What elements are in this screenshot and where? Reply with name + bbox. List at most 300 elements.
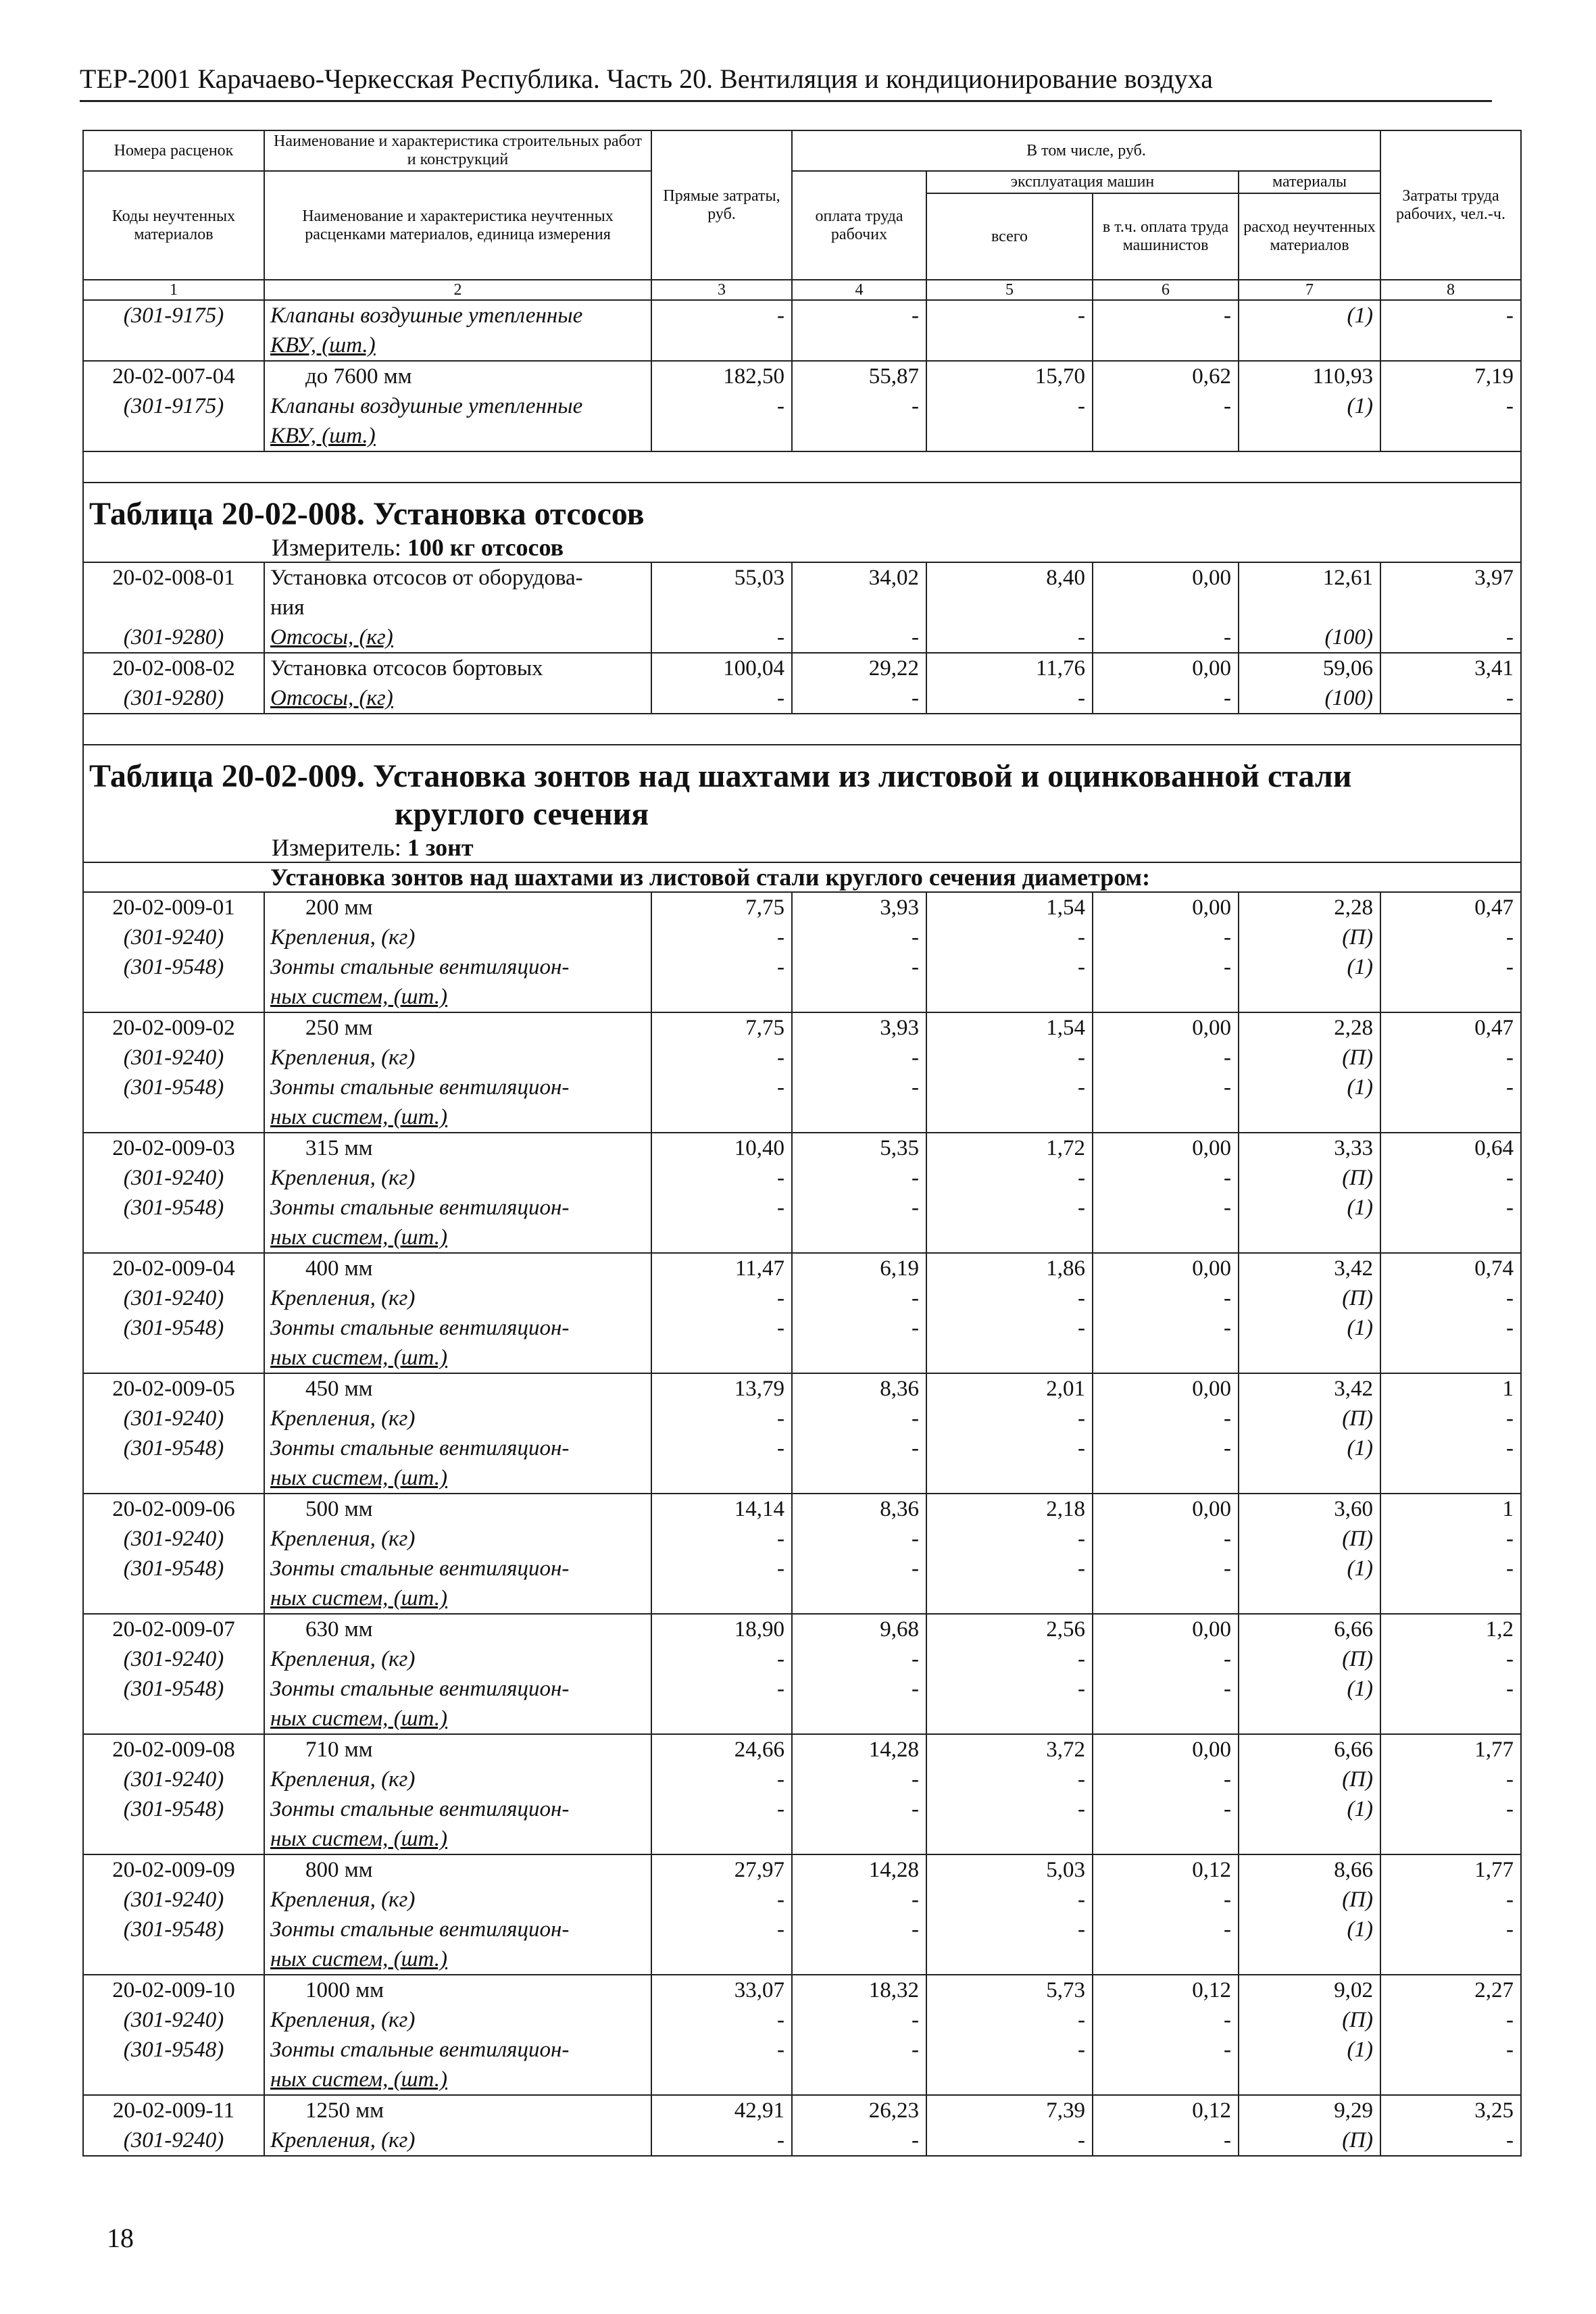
- table-009-title-cont: круглого сечения: [83, 795, 1521, 833]
- material-consumption-cell: (1): [1239, 1073, 1380, 1102]
- table-row: [83, 1583, 1521, 1614]
- header-work-name: Наименование и характеристика строительных работ и конструкций: [264, 130, 651, 171]
- rate-code-cell: (301-9548): [83, 1554, 264, 1583]
- work-name-cell: Отсосы, (кг): [264, 683, 651, 714]
- rate-code-cell: [83, 1704, 264, 1734]
- direct-costs-cell: [651, 1343, 792, 1373]
- machinist-wages-cell: -: [1093, 1885, 1239, 1915]
- machine-total-cell: [926, 1944, 1093, 1975]
- direct-costs-cell: 182,50: [651, 361, 792, 391]
- labor-costs-cell: -: [1380, 1043, 1521, 1073]
- work-name-cell: Клапаны воздушные утепленные: [264, 300, 651, 330]
- machine-total-cell: 1,54: [926, 1012, 1093, 1043]
- material-consumption-cell: 2,28: [1239, 892, 1380, 922]
- rate-code-cell: 20-02-009-04: [83, 1253, 264, 1283]
- worker-wages-cell: -: [792, 1073, 926, 1102]
- material-consumption-cell: (1): [1239, 1915, 1380, 1944]
- table-row: [83, 1885, 1521, 1915]
- material-consumption-cell: 3,42: [1239, 1253, 1380, 1283]
- direct-costs-cell: -: [651, 300, 792, 330]
- worker-wages-cell: 34,02: [792, 562, 926, 593]
- table-row: [83, 1404, 1521, 1433]
- direct-costs-cell: 100,04: [651, 653, 792, 683]
- machinist-wages-cell: 0,62: [1093, 361, 1239, 391]
- table-row: [83, 1915, 1521, 1944]
- work-name-cell: ных систем, (шт.): [264, 1824, 651, 1854]
- work-name-cell: 1250 мм: [264, 2095, 651, 2125]
- machinist-wages-cell: -: [1093, 683, 1239, 714]
- material-consumption-cell: [1239, 593, 1380, 622]
- worker-wages-cell: 26,23: [792, 2095, 926, 2125]
- machine-total-cell: -: [926, 622, 1093, 653]
- direct-costs-cell: [651, 1824, 792, 1854]
- worker-wages-cell: [792, 1223, 926, 1253]
- work-name-cell: 630 мм: [264, 1614, 651, 1644]
- rate-code-cell: [83, 982, 264, 1012]
- machine-total-cell: -: [926, 1524, 1093, 1554]
- machine-total-cell: -: [926, 1433, 1093, 1463]
- machine-total-cell: [926, 2065, 1093, 2095]
- measure-cell: [83, 833, 1521, 862]
- table-row: [83, 1614, 1521, 1644]
- column-number: 6: [1093, 280, 1239, 300]
- machinist-wages-cell: [1093, 1704, 1239, 1734]
- work-name-cell: Установка отсосов бортовых: [264, 653, 651, 683]
- material-consumption-cell: (1): [1239, 952, 1380, 982]
- machine-total-cell: 7,39: [926, 2095, 1093, 2125]
- machine-total-cell: -: [926, 1404, 1093, 1433]
- worker-wages-cell: -: [792, 1193, 926, 1223]
- material-consumption-cell: [1239, 2065, 1380, 2095]
- labor-costs-cell: -: [1380, 2125, 1521, 2156]
- rate-code-cell: 20-02-007-04: [83, 361, 264, 391]
- machine-total-cell: [926, 1223, 1093, 1253]
- machinist-wages-cell: -: [1093, 1283, 1239, 1313]
- direct-costs-cell: [651, 982, 792, 1012]
- measure-row: [83, 833, 1521, 862]
- machinist-wages-cell: -: [1093, 1073, 1239, 1102]
- direct-costs-cell: [651, 1463, 792, 1494]
- direct-costs-cell: -: [651, 1404, 792, 1433]
- rate-code-cell: (301-9240): [83, 1524, 264, 1554]
- machinist-wages-cell: 0,00: [1093, 1734, 1239, 1765]
- material-consumption-cell: (П): [1239, 1043, 1380, 1073]
- machine-total-cell: 2,01: [926, 1373, 1093, 1404]
- material-consumption-cell: 3,33: [1239, 1133, 1380, 1163]
- material-consumption-cell: 12,61: [1239, 562, 1380, 593]
- direct-costs-cell: [651, 1704, 792, 1734]
- machinist-wages-cell: -: [1093, 1433, 1239, 1463]
- machinist-wages-cell: 0,00: [1093, 1614, 1239, 1644]
- worker-wages-cell: -: [792, 622, 926, 653]
- machinist-wages-cell: 0,00: [1093, 892, 1239, 922]
- labor-costs-cell: 0,47: [1380, 1012, 1521, 1043]
- worker-wages-cell: -: [792, 1163, 926, 1193]
- labor-costs-cell: [1380, 1704, 1521, 1734]
- worker-wages-cell: -: [792, 1674, 926, 1704]
- machine-total-cell: -: [926, 300, 1093, 330]
- worker-wages-cell: -: [792, 1313, 926, 1343]
- worker-wages-cell: 55,87: [792, 361, 926, 391]
- machine-total-cell: [926, 1824, 1093, 1854]
- table-row: [83, 1524, 1521, 1554]
- machine-total-cell: -: [926, 1794, 1093, 1824]
- machinist-wages-cell: 0,00: [1093, 1133, 1239, 1163]
- machine-total-cell: 1,54: [926, 892, 1093, 922]
- work-name-cell: Крепления, (кг): [264, 922, 651, 952]
- direct-costs-cell: -: [651, 1043, 792, 1073]
- work-name-cell: 500 мм: [264, 1494, 651, 1524]
- measure-label: Измеритель:: [272, 834, 401, 861]
- labor-costs-cell: [1380, 1223, 1521, 1253]
- machinist-wages-cell: 0,00: [1093, 653, 1239, 683]
- header-labor-costs: Затраты труда рабочих, чел.-ч.: [1380, 130, 1521, 280]
- rate-code-cell: 20-02-009-09: [83, 1854, 264, 1885]
- labor-costs-cell: -: [1380, 391, 1521, 421]
- rate-code-cell: [83, 421, 264, 451]
- labor-costs-cell: 1,2: [1380, 1614, 1521, 1644]
- worker-wages-cell: -: [792, 300, 926, 330]
- labor-costs-cell: [1380, 1583, 1521, 1614]
- machine-total-cell: -: [926, 1554, 1093, 1583]
- spacer-row: [83, 714, 1521, 745]
- material-consumption-cell: 9,29: [1239, 2095, 1380, 2125]
- machinist-wages-cell: [1093, 1944, 1239, 1975]
- table-row: [83, 1674, 1521, 1704]
- table-row: [83, 1494, 1521, 1524]
- machine-total-cell: -: [926, 1313, 1093, 1343]
- table-row: [83, 892, 1521, 922]
- direct-costs-cell: [651, 421, 792, 451]
- labor-costs-cell: [1380, 1463, 1521, 1494]
- labor-costs-cell: 3,25: [1380, 2095, 1521, 2125]
- rate-code-cell: (301-9548): [83, 1193, 264, 1223]
- material-consumption-cell: 3,60: [1239, 1494, 1380, 1524]
- column-number: 1: [83, 280, 264, 300]
- machine-total-cell: -: [926, 683, 1093, 714]
- machinist-wages-cell: -: [1093, 622, 1239, 653]
- direct-costs-cell: 33,07: [651, 1975, 792, 2005]
- work-name-cell: 250 мм: [264, 1012, 651, 1043]
- header-material-codes: Коды неучтенных материалов: [83, 171, 264, 280]
- machine-total-cell: [926, 1102, 1093, 1133]
- machinist-wages-cell: -: [1093, 1765, 1239, 1794]
- machinist-wages-cell: -: [1093, 1193, 1239, 1223]
- rate-code-cell: (301-9240): [83, 2125, 264, 2156]
- labor-costs-cell: 1: [1380, 1494, 1521, 1524]
- section-title-row: [83, 745, 1521, 795]
- column-number: 4: [792, 280, 926, 300]
- direct-costs-cell: -: [651, 922, 792, 952]
- machine-total-cell: [926, 330, 1093, 361]
- machine-total-cell: -: [926, 1163, 1093, 1193]
- direct-costs-cell: 55,03: [651, 562, 792, 593]
- machinist-wages-cell: [1093, 1343, 1239, 1373]
- header-material-consumption: расход неучтенных материалов: [1239, 193, 1380, 280]
- labor-costs-cell: -: [1380, 1644, 1521, 1674]
- worker-wages-cell: 6,19: [792, 1253, 926, 1283]
- rate-code-cell: 20-02-009-02: [83, 1012, 264, 1043]
- table-row: [83, 562, 1521, 593]
- work-name-cell: 400 мм: [264, 1253, 651, 1283]
- rate-code-cell: [83, 1824, 264, 1854]
- direct-costs-cell: 24,66: [651, 1734, 792, 1765]
- labor-costs-cell: 7,19: [1380, 361, 1521, 391]
- labor-costs-cell: [1380, 330, 1521, 361]
- work-name-cell: Зонты стальные вентиляцион-: [264, 1073, 651, 1102]
- material-consumption-cell: (1): [1239, 391, 1380, 421]
- work-name-cell: Клапаны воздушные утепленные: [264, 391, 651, 421]
- work-name-cell: Крепления, (кг): [264, 1644, 651, 1674]
- table-row: [83, 622, 1521, 653]
- table-row: [83, 1794, 1521, 1824]
- direct-costs-cell: -: [651, 2005, 792, 2035]
- material-consumption-cell: [1239, 1944, 1380, 1975]
- work-name-cell: КВУ, (шт.): [264, 330, 651, 361]
- labor-costs-cell: -: [1380, 683, 1521, 714]
- machinist-wages-cell: -: [1093, 1313, 1239, 1343]
- direct-costs-cell: [651, 1223, 792, 1253]
- worker-wages-cell: [792, 1824, 926, 1854]
- labor-costs-cell: [1380, 2065, 1521, 2095]
- direct-costs-cell: [651, 2065, 792, 2095]
- direct-costs-cell: -: [651, 1554, 792, 1583]
- rate-code-cell: [83, 1944, 264, 1975]
- worker-wages-cell: -: [792, 2125, 926, 2156]
- material-consumption-cell: [1239, 1463, 1380, 1494]
- machinist-wages-cell: -: [1093, 1644, 1239, 1674]
- direct-costs-cell: -: [651, 1433, 792, 1463]
- machinist-wages-cell: -: [1093, 1554, 1239, 1583]
- table-009-title: Таблица 20-02-009. Установка зонтов над шахтами из листовой и оцинкованной стали: [83, 745, 1521, 795]
- work-name-cell: Крепления, (кг): [264, 1885, 651, 1915]
- machinist-wages-cell: 0,12: [1093, 1854, 1239, 1885]
- work-name-cell: ных систем, (шт.): [264, 1102, 651, 1133]
- work-name-cell: Крепления, (кг): [264, 2125, 651, 2156]
- worker-wages-cell: -: [792, 683, 926, 714]
- table-row: [83, 1644, 1521, 1674]
- material-consumption-cell: (1): [1239, 1433, 1380, 1463]
- worker-wages-cell: [792, 593, 926, 622]
- machine-total-cell: -: [926, 922, 1093, 952]
- work-name-cell: ных систем, (шт.): [264, 1704, 651, 1734]
- header-row-1: [83, 130, 1521, 171]
- machinist-wages-cell: -: [1093, 2035, 1239, 2065]
- rate-code-cell: 20-02-009-03: [83, 1133, 264, 1163]
- material-consumption-cell: (1): [1239, 2035, 1380, 2065]
- direct-costs-cell: -: [651, 1313, 792, 1343]
- machinist-wages-cell: -: [1093, 391, 1239, 421]
- material-consumption-cell: (П): [1239, 1765, 1380, 1794]
- table-row: [83, 952, 1521, 982]
- direct-costs-cell: -: [651, 2125, 792, 2156]
- worker-wages-cell: [792, 421, 926, 451]
- material-consumption-cell: 110,93: [1239, 361, 1380, 391]
- labor-costs-cell: [1380, 1944, 1521, 1975]
- labor-costs-cell: -: [1380, 922, 1521, 952]
- header-material-name: Наименование и характеристика неучтенных расценками материалов, единица измерения: [264, 171, 651, 280]
- table-row: [83, 1433, 1521, 1463]
- material-consumption-cell: (1): [1239, 1193, 1380, 1223]
- measure-row: [83, 533, 1521, 562]
- table-row: [83, 1854, 1521, 1885]
- labor-costs-cell: [1380, 1102, 1521, 1133]
- material-consumption-cell: (1): [1239, 1554, 1380, 1583]
- rate-code-cell: (301-9240): [83, 922, 264, 952]
- machine-total-cell: 2,18: [926, 1494, 1093, 1524]
- rate-code-cell: [83, 1343, 264, 1373]
- column-number: 2: [264, 280, 651, 300]
- measure-label: Измеритель:: [272, 534, 401, 561]
- rate-code-cell: (301-9240): [83, 1644, 264, 1674]
- work-name-cell: Крепления, (кг): [264, 1283, 651, 1313]
- rate-code-cell: (301-9548): [83, 952, 264, 982]
- header-direct-costs: Прямые затраты, руб.: [651, 130, 792, 280]
- direct-costs-cell: -: [651, 1283, 792, 1313]
- machine-total-cell: [926, 1704, 1093, 1734]
- work-name-cell: 800 мм: [264, 1854, 651, 1885]
- rate-code-cell: (301-9280): [83, 622, 264, 653]
- table-row: [83, 1012, 1521, 1043]
- material-consumption-cell: [1239, 330, 1380, 361]
- machinist-wages-cell: [1093, 1102, 1239, 1133]
- direct-costs-cell: 7,75: [651, 1012, 792, 1043]
- labor-costs-cell: 3,97: [1380, 562, 1521, 593]
- direct-costs-cell: [651, 1583, 792, 1614]
- work-name-cell: Зонты стальные вентиляцион-: [264, 1554, 651, 1583]
- table-row: [83, 1043, 1521, 1073]
- machine-total-cell: -: [926, 2035, 1093, 2065]
- machine-total-cell: 8,40: [926, 562, 1093, 593]
- section-title-row: [83, 483, 1521, 533]
- worker-wages-cell: 3,93: [792, 892, 926, 922]
- worker-wages-cell: -: [792, 1524, 926, 1554]
- worker-wages-cell: [792, 982, 926, 1012]
- worker-wages-cell: 14,28: [792, 1734, 926, 1765]
- work-name-cell: ных систем, (шт.): [264, 1343, 651, 1373]
- machinist-wages-cell: -: [1093, 300, 1239, 330]
- measure-value: 100 кг отсосов: [407, 534, 564, 561]
- direct-costs-cell: -: [651, 1915, 792, 1944]
- machinist-wages-cell: -: [1093, 952, 1239, 982]
- machinist-wages-cell: 0,00: [1093, 1253, 1239, 1283]
- work-name-cell: ных систем, (шт.): [264, 1583, 651, 1614]
- rate-code-cell: (301-9548): [83, 1674, 264, 1704]
- material-consumption-cell: (П): [1239, 922, 1380, 952]
- material-consumption-cell: 3,42: [1239, 1373, 1380, 1404]
- table-row: [83, 1102, 1521, 1133]
- work-name-cell: Крепления, (кг): [264, 1765, 651, 1794]
- worker-wages-cell: [792, 1343, 926, 1373]
- material-consumption-cell: (100): [1239, 683, 1380, 714]
- machine-total-cell: -: [926, 1915, 1093, 1944]
- work-name-cell: Крепления, (кг): [264, 1524, 651, 1554]
- work-name-cell: Крепления, (кг): [264, 1404, 651, 1433]
- work-name-cell: ных систем, (шт.): [264, 1223, 651, 1253]
- material-consumption-cell: (П): [1239, 1404, 1380, 1433]
- rate-code-cell: 20-02-009-07: [83, 1614, 264, 1644]
- rate-code-cell: (301-9548): [83, 2035, 264, 2065]
- work-name-cell: 1000 мм: [264, 1975, 651, 2005]
- column-numbers-row: [83, 280, 1521, 300]
- table-row: [83, 1734, 1521, 1765]
- material-consumption-cell: [1239, 1824, 1380, 1854]
- machinist-wages-cell: 0,00: [1093, 562, 1239, 593]
- work-name-cell: Крепления, (кг): [264, 1163, 651, 1193]
- worker-wages-cell: 8,36: [792, 1494, 926, 1524]
- labor-costs-cell: -: [1380, 1524, 1521, 1554]
- page-number: 18: [107, 2223, 134, 2253]
- work-name-cell: Установка отсосов от оборудова-: [264, 562, 651, 593]
- direct-costs-cell: 27,97: [651, 1854, 792, 1885]
- work-name-cell: 450 мм: [264, 1373, 651, 1404]
- material-consumption-cell: 6,66: [1239, 1614, 1380, 1644]
- worker-wages-cell: -: [792, 1794, 926, 1824]
- worker-wages-cell: [792, 1102, 926, 1133]
- material-consumption-cell: 6,66: [1239, 1734, 1380, 1765]
- direct-costs-cell: 7,75: [651, 892, 792, 922]
- rate-code-cell: [83, 1102, 264, 1133]
- rate-code-cell: [83, 330, 264, 361]
- machinist-wages-cell: [1093, 2065, 1239, 2095]
- labor-costs-cell: -: [1380, 1404, 1521, 1433]
- labor-costs-cell: -: [1380, 1163, 1521, 1193]
- worker-wages-cell: -: [792, 2035, 926, 2065]
- table-row: [83, 421, 1521, 451]
- machinist-wages-cell: [1093, 421, 1239, 451]
- labor-costs-cell: 1,77: [1380, 1854, 1521, 1885]
- machinist-wages-cell: [1093, 330, 1239, 361]
- machinist-wages-cell: 0,00: [1093, 1012, 1239, 1043]
- machine-total-cell: [926, 1343, 1093, 1373]
- labor-costs-cell: 1: [1380, 1373, 1521, 1404]
- table-row: [83, 2005, 1521, 2035]
- worker-wages-cell: 9,68: [792, 1614, 926, 1644]
- rate-code-cell: [83, 2065, 264, 2095]
- material-consumption-cell: (1): [1239, 1794, 1380, 1824]
- material-consumption-cell: [1239, 1583, 1380, 1614]
- machinist-wages-cell: [1093, 593, 1239, 622]
- table-row: [83, 1824, 1521, 1854]
- table-row: [83, 1223, 1521, 1253]
- header-machinist-wages: в т.ч. оплата труда машинистов: [1093, 193, 1239, 280]
- material-consumption-cell: 8,66: [1239, 1854, 1380, 1885]
- direct-costs-cell: [651, 593, 792, 622]
- rate-code-cell: (301-9240): [83, 1885, 264, 1915]
- direct-costs-cell: 42,91: [651, 2095, 792, 2125]
- direct-costs-cell: -: [651, 683, 792, 714]
- machine-total-cell: [926, 1463, 1093, 1494]
- rate-code-cell: (301-9175): [83, 300, 264, 330]
- worker-wages-cell: -: [792, 952, 926, 982]
- material-consumption-cell: [1239, 1223, 1380, 1253]
- labor-costs-cell: 2,27: [1380, 1975, 1521, 2005]
- table-row: [83, 1193, 1521, 1223]
- machinist-wages-cell: -: [1093, 2005, 1239, 2035]
- material-consumption-cell: (1): [1239, 1674, 1380, 1704]
- table-row: [83, 982, 1521, 1012]
- table-row: [83, 1944, 1521, 1975]
- direct-costs-cell: [651, 330, 792, 361]
- direct-costs-cell: 18,90: [651, 1614, 792, 1644]
- work-name-cell: Зонты стальные вентиляцион-: [264, 2035, 651, 2065]
- work-name-cell: до 7600 мм: [264, 361, 651, 391]
- labor-costs-cell: 0,64: [1380, 1133, 1521, 1163]
- material-consumption-cell: [1239, 421, 1380, 451]
- material-consumption-cell: 2,28: [1239, 1012, 1380, 1043]
- work-name-cell: Отсосы, (кг): [264, 622, 651, 653]
- labor-costs-cell: [1380, 421, 1521, 451]
